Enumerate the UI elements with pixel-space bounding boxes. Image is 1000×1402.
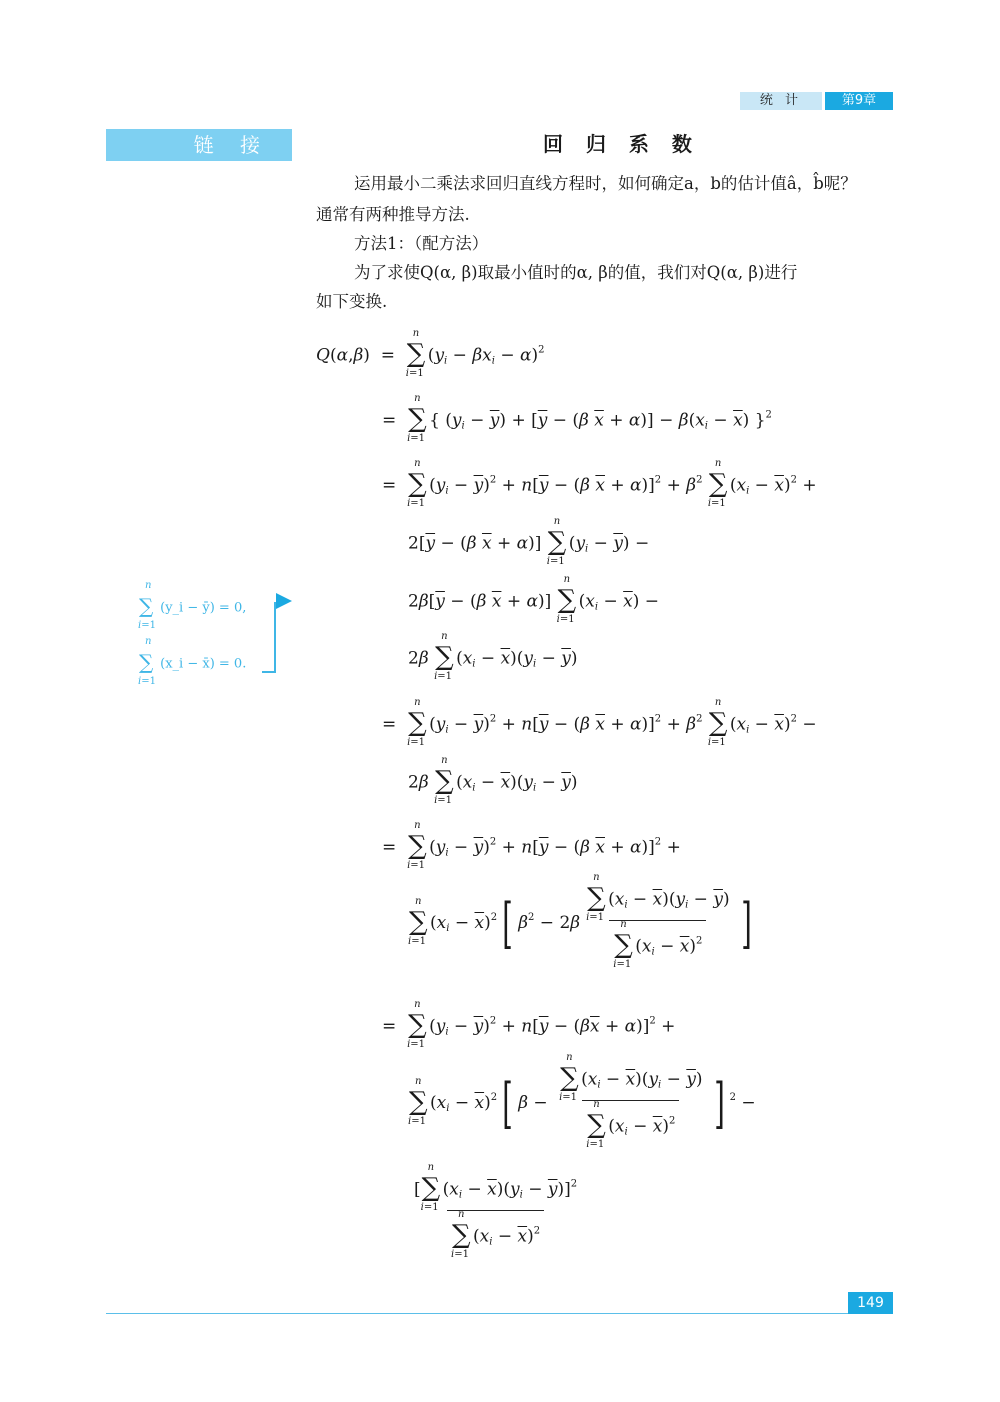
equation-line-8: 2β n ∑ i=1 $(x_i - \overline{x})(y_i - \overline{y})$ xyxy=(408,755,578,806)
equation-line-2: = n ∑ i=1 { $(y_i - \overline{y}) + [\overline{y} - (\beta$ $\overline{x} + \alpha)] - \beta(x_i - \overline{x})$ }$^2$ xyxy=(382,393,772,444)
equation-line-3: = n ∑ i=1 $(y_i - \overline{y})^2 + n[\overline{y} - (\beta$ $\overline{x} + \alpha)]^2 + \beta^2$ n ∑ i=1 $(x_i - \overline{x})^2$ + xyxy=(382,458,817,509)
page-number: 149 xyxy=(848,1292,893,1314)
side-tab-link: 链 接 xyxy=(106,129,292,161)
equation-line-6: 2β n ∑ i=1 $(x_i - \overline{x})(y_i - \overline{y})$ xyxy=(408,631,578,682)
paragraph-line-3: 方法1：（配方法） xyxy=(354,234,489,253)
equation-line-7: = n ∑ i=1 $(y_i - \overline{y})^2 + n[\overline{y} - (\beta$ $\overline{x} + \alpha)]^2 + \beta^2$ n ∑ i=1 $(x_i - \overline{x})^2$ − xyxy=(382,697,817,748)
flag-icon xyxy=(276,593,292,609)
paragraph-line-5: 如下变换. xyxy=(316,292,388,311)
header-category: 统 计 xyxy=(740,92,822,110)
side-note-text-2: (x_i − x̄) = 0. xyxy=(160,656,247,672)
paragraph-line-4: 为了求使Q(α, β)取最小值时的α, β的值，我们对Q(α, β)进行 xyxy=(354,263,798,282)
equation-line-10: n ∑ i=1 $(x_i - \overline{x})^2$[ $\beta^2 - 2\beta$ n ∑ i=1 $(x_i - \overline{x})(y_i - \overline{y})$ n ∑ i=1 $(x_i - \overline{x})^2$ ] xyxy=(408,872,752,970)
equation-line-5: $2\beta[\overline{y} - (\beta$ $\overline{x} + \alpha$)] n ∑ i=1 $(x_i - \overline{x})$ − xyxy=(408,574,660,625)
equation-line-1: Q(α,β) = n ∑ i=1 $(y_i - \beta x_i - \alpha)^2$ xyxy=(316,328,545,379)
side-note-bracket xyxy=(274,602,276,672)
equation-line-11: = n ∑ i=1 $(y_i - \overline{y})^2 + n[\overline{y} - (\beta\overline{x} + \alpha)]^2$ + xyxy=(382,999,676,1050)
side-note-bracket-foot xyxy=(262,671,276,673)
paragraph-line-1: 运用最小二乘法求回归直线方程时，如何确定a，b的估计值â，b̂呢？ xyxy=(354,174,857,193)
equation-line-13: [ n ∑ i=1 $(x_i - \overline{x})(y_i - \overline{y})]^2$ n ∑ i=1 $(x_i - \overline{x})^2$ xyxy=(414,1162,578,1260)
side-note-text-1: (y_i − ȳ) = 0, xyxy=(160,600,247,616)
footer-rule xyxy=(106,1313,893,1314)
equation-line-4: $2[\overline{y} - (\beta$ $\overline{x} + \alpha$)] n ∑ i=1 $(y_i - \overline{y})$ − xyxy=(408,516,650,567)
section-title: 回 归 系 数 xyxy=(543,132,700,156)
side-note-line-2: n ∑ i=1 (x_i − x̄) = 0. xyxy=(138,636,247,687)
equation-line-12: n ∑ i=1 $(x_i - \overline{x})^2$[ β − n ∑ i=1 $(x_i - \overline{x})(y_i - \overline{y})$ n ∑ i=1 $(x_i - \overline{x})^2$ ] $^2$ − xyxy=(408,1052,756,1150)
paragraph-line-2: 通常有两种推导方法. xyxy=(316,205,470,224)
header-chapter: 第9章 xyxy=(825,92,893,110)
equation-line-9: = n ∑ i=1 $(y_i - \overline{y})^2 + n[\overline{y} - (\beta$ $\overline{x} + \alpha)]^2$ + xyxy=(382,820,681,871)
side-note-line-1: n ∑ i=1 (y_i − ȳ) = 0, xyxy=(138,580,247,631)
